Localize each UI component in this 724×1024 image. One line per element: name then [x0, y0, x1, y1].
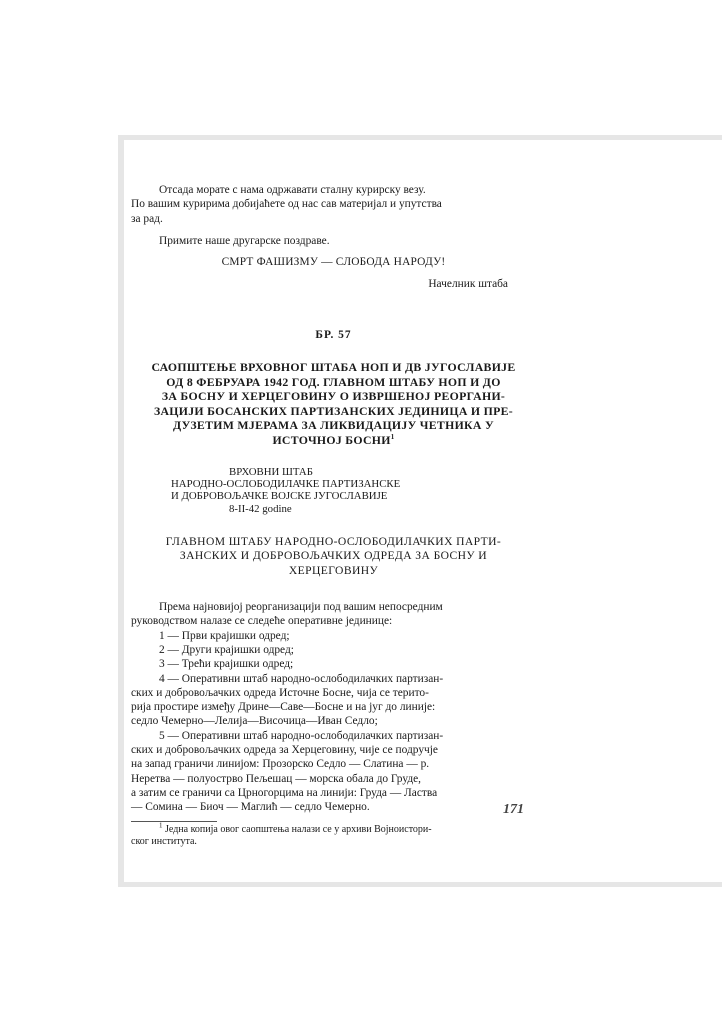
title-line: ОД 8 ФЕБРУАРА 1942 ГОД. ГЛАВНОМ ШТАБУ НОП И ДО	[166, 374, 501, 389]
text-line: Отсада морате с нама одржавати сталну курирску везу.	[159, 184, 426, 196]
list-item: 2 — Други крајишки одред;	[159, 643, 294, 656]
greeting: Примите наше другарске поздраве.	[159, 234, 330, 247]
text-line: Према најновијој реорганизацији под вашим непосредним	[159, 601, 443, 614]
text-line: за рад.	[131, 212, 163, 225]
footnote-mark: 1	[159, 821, 163, 830]
text-line: рија простире између Дрине—Саве—Босне и на југ до линије:	[131, 701, 436, 714]
text-line: 4 — Оперативни штаб народно-ослободилачких партизан-	[159, 672, 444, 685]
text-line: ских и добровољачких одреда Источне Босне, чија се терито-	[131, 686, 429, 699]
text-line: седло Чемерно—Лелија—Височица—Иван Седло;	[131, 715, 378, 728]
text-line: По вашим куририма добијаћете од нас сав материјал и упутства	[131, 198, 442, 211]
title-line	[135, 433, 532, 448]
closing-paragraph	[131, 183, 536, 248]
footnote-line	[131, 821, 536, 837]
text-line: а затим се граничи са Црногорцима на линији: Груда — Ластва	[131, 786, 438, 799]
text-line: ских и добровољачких одреда за Херцеговину, чије се подручје	[131, 744, 438, 757]
text-line: Неретва — полуострво Пељешац — морска обала до Груде,	[131, 772, 422, 785]
addressee-line: ГЛАВНОМ ШТАБУ НАРОДНО-ОСЛОБОДИЛАЧКИХ ПАРТИ-	[165, 534, 502, 548]
title-line: САОПШТЕЊЕ ВРХОВНОГ ШТАБА НОП И ДВ ЈУГОСЛАВИЈЕ	[151, 360, 516, 375]
footnote-line: ског института.	[131, 836, 197, 847]
sender-line: И ДОБРОВОЉАЧКЕ ВОЈСКЕ ЈУГОСЛАВИЈЕ	[171, 490, 388, 503]
signer: Начелник штаба	[428, 278, 508, 291]
footnote-ref: 1	[390, 433, 395, 442]
text-line: 5 — Оперативни штаб народно-ослободилачких партизан-	[159, 729, 444, 742]
body-text	[131, 600, 536, 814]
document-title	[131, 360, 536, 448]
list-item: 3 — Трећи крајишки одред;	[159, 658, 294, 671]
title-line: ЗА БОСНУ И ХЕРЦЕГОВИНУ О ИЗВРШЕНОЈ РЕОРГАНИ-	[161, 389, 506, 404]
sender-line: ВРХОВНИ ШТАБ	[229, 465, 313, 478]
footnote-divider	[131, 821, 217, 822]
addressee	[131, 535, 536, 578]
sender-block	[131, 466, 536, 515]
addressee-line: ХЕРЦЕГОВИНУ	[288, 563, 379, 577]
text-line: руководством налазе се слeдеће оперативне јединице:	[131, 615, 393, 628]
footnote	[131, 821, 536, 849]
title-line-text: ИСТОЧНОЈ БОСНИ	[272, 433, 391, 448]
title-line: ДУЗЕТИМ МЈЕРАМА ЗА ЛИКВИДАЦИЈУ ЧЕТНИКА У	[173, 418, 494, 433]
text-line: на запад граничи линијом: Прозорско Седло — Слатина — р.	[131, 758, 430, 771]
page-number: 171	[503, 802, 524, 817]
title-line: ЗАЦИЈИ БОСАНСКИХ ПАРТИЗАНСКИХ ЈЕДИНИЦА И ПРЕ-	[153, 403, 514, 418]
footnote-text: Једна копија овог саопштења налази се у архиви Војноистори-	[165, 823, 432, 835]
text-line: — Сомина — Биоч — Маглић — седло Чемерно.	[131, 801, 370, 814]
slogan: СМРТ ФАШИЗМУ — СЛОБОДА НАРОДУ!	[221, 256, 446, 269]
addressee-line: ЗАНСКИХ И ДОБРОВОЉАЧКИХ ОДРЕДА ЗА БОСНУ И	[179, 549, 488, 563]
document-content	[131, 183, 536, 849]
list-item: 1 — Први крајишки одред;	[159, 629, 290, 642]
document-number: БР. 57	[315, 328, 352, 341]
sender-line: НАРОДНО-ОСЛОБОДИЛАЧКЕ ПАРТИЗАНСКЕ	[171, 477, 401, 490]
sender-date: 8-II-42 godine	[229, 502, 292, 515]
